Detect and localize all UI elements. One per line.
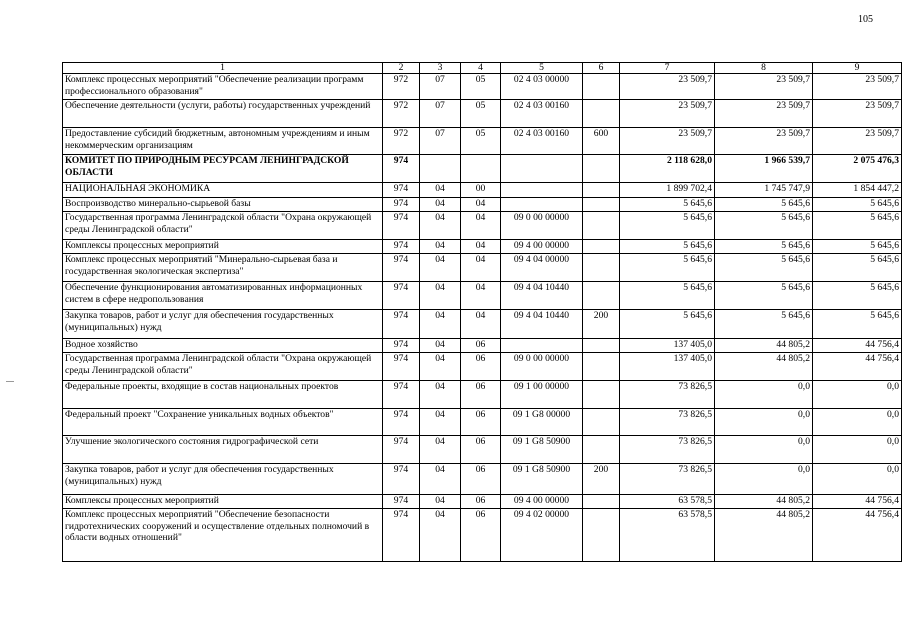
table-body [63, 74, 902, 562]
grbs-code-cell: 974 [383, 310, 420, 339]
amount-col-7-cell: 5 645,6 [620, 254, 715, 282]
subsection-code-cell: 06 [461, 464, 501, 495]
row-name-cell: Комплекс процессных мероприятий "Минерально-сырьевая база и государственная экологическая экспертиза" [63, 254, 383, 282]
section-code-cell: 07 [420, 74, 461, 100]
subsection-code-cell: 04 [461, 198, 501, 212]
amount-col-9-cell: 5 645,6 [813, 282, 902, 310]
amount-col-8-cell: 23 509,7 [715, 128, 813, 155]
subsection-code-cell: 06 [461, 436, 501, 464]
row-name-cell: Воспроизводство минерально-сырьевой базы [63, 198, 383, 212]
expense-type-cell [583, 155, 620, 183]
expense-type-cell [583, 74, 620, 100]
expense-type-cell [583, 509, 620, 562]
grbs-code-cell: 974 [383, 240, 420, 254]
section-code-cell: 04 [420, 240, 461, 254]
table-row [63, 409, 902, 436]
section-code-cell: 04 [420, 183, 461, 198]
target-article-cell [501, 183, 583, 198]
section-code-cell: 04 [420, 353, 461, 381]
section-code-cell: 04 [420, 310, 461, 339]
target-article-cell: 02 4 03 00160 [501, 100, 583, 128]
amount-col-7-cell: 1 899 702,4 [620, 183, 715, 198]
amount-col-9-cell: 5 645,6 [813, 240, 902, 254]
section-code-cell: 04 [420, 509, 461, 562]
subsection-code-cell: 05 [461, 128, 501, 155]
amount-col-9-cell: 5 645,6 [813, 254, 902, 282]
header-cell: 5 [501, 63, 583, 74]
amount-col-7-cell: 5 645,6 [620, 282, 715, 310]
target-article-cell: 09 4 04 10440 [501, 310, 583, 339]
target-article-cell: 02 4 03 00000 [501, 74, 583, 100]
grbs-code-cell: 974 [383, 212, 420, 240]
amount-col-8-cell: 44 805,2 [715, 509, 813, 562]
subsection-code-cell: 06 [461, 509, 501, 562]
table-row [63, 212, 902, 240]
amount-col-9-cell: 5 645,6 [813, 198, 902, 212]
section-code-cell: 04 [420, 464, 461, 495]
amount-col-7-cell: 73 826,5 [620, 464, 715, 495]
target-article-cell: 09 4 00 00000 [501, 240, 583, 254]
row-name-cell: Предоставление субсидий бюджетным, автономным учреждениям и иным некоммерческим организациям [63, 128, 383, 155]
expense-type-cell [583, 282, 620, 310]
amount-col-8-cell: 0,0 [715, 464, 813, 495]
row-name-cell: Государственная программа Ленинградской области "Охрана окружающей среды Ленинградской области" [63, 212, 383, 240]
amount-col-9-cell: 0,0 [813, 381, 902, 409]
grbs-code-cell: 972 [383, 128, 420, 155]
header-cell: 8 [715, 63, 813, 74]
header-row [63, 63, 902, 74]
row-name-cell: Обеспечение деятельности (услуги, работы) государственных учреждений [63, 100, 383, 128]
amount-col-7-cell: 5 645,6 [620, 198, 715, 212]
subsection-code-cell [461, 155, 501, 183]
subsection-code-cell: 04 [461, 254, 501, 282]
subsection-code-cell: 04 [461, 212, 501, 240]
amount-col-7-cell: 5 645,6 [620, 212, 715, 240]
header-cell: 6 [583, 63, 620, 74]
table-row [63, 74, 902, 100]
amount-col-8-cell: 0,0 [715, 436, 813, 464]
table-row [63, 282, 902, 310]
amount-col-9-cell: 44 756,4 [813, 339, 902, 353]
amount-col-8-cell: 5 645,6 [715, 198, 813, 212]
amount-col-9-cell: 23 509,7 [813, 100, 902, 128]
amount-col-8-cell: 0,0 [715, 409, 813, 436]
row-name-cell: Комплексы процессных мероприятий [63, 495, 383, 509]
grbs-code-cell: 974 [383, 353, 420, 381]
amount-col-7-cell: 5 645,6 [620, 240, 715, 254]
amount-col-7-cell: 5 645,6 [620, 310, 715, 339]
row-name-cell: НАЦИОНАЛЬНАЯ ЭКОНОМИКА [63, 183, 383, 198]
amount-col-7-cell: 23 509,7 [620, 74, 715, 100]
expense-type-cell [583, 353, 620, 381]
amount-col-8-cell: 23 509,7 [715, 100, 813, 128]
table-row [63, 128, 902, 155]
subsection-code-cell: 04 [461, 240, 501, 254]
target-article-cell [501, 198, 583, 212]
grbs-code-cell: 974 [383, 509, 420, 562]
amount-col-7-cell: 63 578,5 [620, 509, 715, 562]
amount-col-9-cell: 1 854 447,2 [813, 183, 902, 198]
amount-col-7-cell: 73 826,5 [620, 409, 715, 436]
row-name-cell: КОМИТЕТ ПО ПРИРОДНЫМ РЕСУРСАМ ЛЕНИНГРАДСКОЙ ОБЛАСТИ [63, 155, 383, 183]
target-article-cell: 09 0 00 00000 [501, 212, 583, 240]
table-row [63, 310, 902, 339]
amount-col-8-cell: 1 745 747,9 [715, 183, 813, 198]
subsection-code-cell: 05 [461, 100, 501, 128]
expense-type-cell: 200 [583, 464, 620, 495]
expense-type-cell [583, 495, 620, 509]
expense-type-cell [583, 409, 620, 436]
section-code-cell: 04 [420, 339, 461, 353]
section-code-cell: 04 [420, 381, 461, 409]
expense-type-cell [583, 254, 620, 282]
amount-col-9-cell: 23 509,7 [813, 128, 902, 155]
table-row [63, 240, 902, 254]
expense-type-cell [583, 381, 620, 409]
table-row [63, 509, 902, 562]
amount-col-7-cell: 23 509,7 [620, 128, 715, 155]
grbs-code-cell: 972 [383, 100, 420, 128]
header-cell: 3 [420, 63, 461, 74]
subsection-code-cell: 06 [461, 339, 501, 353]
amount-col-8-cell: 5 645,6 [715, 240, 813, 254]
grbs-code-cell: 974 [383, 464, 420, 495]
grbs-code-cell: 974 [383, 155, 420, 183]
target-article-cell: 09 1 00 00000 [501, 381, 583, 409]
amount-col-8-cell: 44 805,2 [715, 495, 813, 509]
grbs-code-cell: 974 [383, 436, 420, 464]
amount-col-8-cell: 44 805,2 [715, 353, 813, 381]
table-row [63, 436, 902, 464]
row-name-cell: Федеральный проект "Сохранение уникальных водных объектов" [63, 409, 383, 436]
subsection-code-cell: 00 [461, 183, 501, 198]
grbs-code-cell: 974 [383, 254, 420, 282]
subsection-code-cell: 05 [461, 74, 501, 100]
target-article-cell: 02 4 03 00160 [501, 128, 583, 155]
grbs-code-cell: 974 [383, 495, 420, 509]
expense-type-cell [583, 100, 620, 128]
amount-col-9-cell: 23 509,7 [813, 74, 902, 100]
amount-col-7-cell: 137 405,0 [620, 353, 715, 381]
row-name-cell: Государственная программа Ленинградской области "Охрана окружающей среды Ленинградской области" [63, 353, 383, 381]
amount-col-9-cell: 0,0 [813, 409, 902, 436]
section-code-cell: 04 [420, 495, 461, 509]
grbs-code-cell: 974 [383, 282, 420, 310]
grbs-code-cell: 972 [383, 74, 420, 100]
amount-col-7-cell: 63 578,5 [620, 495, 715, 509]
subsection-code-cell: 06 [461, 495, 501, 509]
grbs-code-cell: 974 [383, 339, 420, 353]
amount-col-9-cell: 5 645,6 [813, 310, 902, 339]
amount-col-9-cell: 44 756,4 [813, 509, 902, 562]
amount-col-9-cell: 0,0 [813, 464, 902, 495]
section-code-cell: 04 [420, 409, 461, 436]
section-code-cell: 04 [420, 198, 461, 212]
header-cell: 7 [620, 63, 715, 74]
target-article-cell: 09 0 00 00000 [501, 353, 583, 381]
amount-col-7-cell: 73 826,5 [620, 381, 715, 409]
target-article-cell: 09 4 04 10440 [501, 282, 583, 310]
target-article-cell [501, 339, 583, 353]
margin-mark [6, 381, 14, 382]
row-name-cell: Комплекс процессных мероприятий "Обеспечение безопасности гидротехнических сооружений и осуществление отдельных полномочий в области водных отношений" [63, 509, 383, 562]
target-article-cell: 09 4 02 00000 [501, 509, 583, 562]
target-article-cell: 09 1 G8 50900 [501, 464, 583, 495]
row-name-cell: Федеральные проекты, входящие в состав национальных проектов [63, 381, 383, 409]
row-name-cell: Обеспечение функционирования автоматизированных информационных систем в сфере недропользования [63, 282, 383, 310]
expense-type-cell [583, 436, 620, 464]
section-code-cell: 07 [420, 100, 461, 128]
amount-col-8-cell: 5 645,6 [715, 310, 813, 339]
budget-table [62, 62, 902, 562]
section-code-cell [420, 155, 461, 183]
section-code-cell: 04 [420, 436, 461, 464]
amount-col-8-cell: 5 645,6 [715, 254, 813, 282]
amount-col-7-cell: 2 118 628,0 [620, 155, 715, 183]
section-code-cell: 04 [420, 282, 461, 310]
target-article-cell: 09 4 00 00000 [501, 495, 583, 509]
section-code-cell: 04 [420, 254, 461, 282]
amount-col-9-cell: 0,0 [813, 436, 902, 464]
header-cell: 9 [813, 63, 902, 74]
subsection-code-cell: 06 [461, 353, 501, 381]
section-code-cell: 04 [420, 212, 461, 240]
target-article-cell: 09 1 G8 50900 [501, 436, 583, 464]
row-name-cell: Водное хозяйство [63, 339, 383, 353]
table-row [63, 339, 902, 353]
expense-type-cell [583, 183, 620, 198]
target-article-cell: 09 4 04 00000 [501, 254, 583, 282]
row-name-cell: Закупка товаров, работ и услуг для обеспечения государственных (муниципальных) нужд [63, 310, 383, 339]
row-name-cell: Улучшение экологического состояния гидрографической сети [63, 436, 383, 464]
table-row [63, 495, 902, 509]
grbs-code-cell: 974 [383, 409, 420, 436]
expense-type-cell: 200 [583, 310, 620, 339]
table-row [63, 155, 902, 183]
expense-type-cell [583, 240, 620, 254]
expense-type-cell [583, 212, 620, 240]
table-row [63, 464, 902, 495]
header-cell: 4 [461, 63, 501, 74]
table-row [63, 353, 902, 381]
page-number: 105 [858, 14, 873, 25]
grbs-code-cell: 974 [383, 381, 420, 409]
target-article-cell: 09 1 G8 00000 [501, 409, 583, 436]
amount-col-8-cell: 0,0 [715, 381, 813, 409]
amount-col-7-cell: 23 509,7 [620, 100, 715, 128]
amount-col-9-cell: 5 645,6 [813, 212, 902, 240]
table-row [63, 381, 902, 409]
table-row [63, 198, 902, 212]
amount-col-8-cell: 23 509,7 [715, 74, 813, 100]
row-name-cell: Комплекс процессных мероприятий "Обеспечение реализации программ профессионального образования" [63, 74, 383, 100]
header-cell: 2 [383, 63, 420, 74]
expense-type-cell [583, 339, 620, 353]
target-article-cell [501, 155, 583, 183]
amount-col-7-cell: 137 405,0 [620, 339, 715, 353]
section-code-cell: 07 [420, 128, 461, 155]
amount-col-9-cell: 44 756,4 [813, 495, 902, 509]
subsection-code-cell: 04 [461, 310, 501, 339]
amount-col-8-cell: 44 805,2 [715, 339, 813, 353]
subsection-code-cell: 06 [461, 409, 501, 436]
grbs-code-cell: 974 [383, 198, 420, 212]
expense-type-cell: 600 [583, 128, 620, 155]
grbs-code-cell: 974 [383, 183, 420, 198]
subsection-code-cell: 04 [461, 282, 501, 310]
table-row [63, 183, 902, 198]
amount-col-8-cell: 5 645,6 [715, 282, 813, 310]
expense-type-cell [583, 198, 620, 212]
amount-col-9-cell: 2 075 476,3 [813, 155, 902, 183]
amount-col-7-cell: 73 826,5 [620, 436, 715, 464]
table-row [63, 100, 902, 128]
header-cell: 1 [63, 63, 383, 74]
table-row [63, 254, 902, 282]
amount-col-8-cell: 1 966 539,7 [715, 155, 813, 183]
row-name-cell: Закупка товаров, работ и услуг для обеспечения государственных (муниципальных) нужд [63, 464, 383, 495]
amount-col-9-cell: 44 756,4 [813, 353, 902, 381]
row-name-cell: Комплексы процессных мероприятий [63, 240, 383, 254]
subsection-code-cell: 06 [461, 381, 501, 409]
amount-col-8-cell: 5 645,6 [715, 212, 813, 240]
